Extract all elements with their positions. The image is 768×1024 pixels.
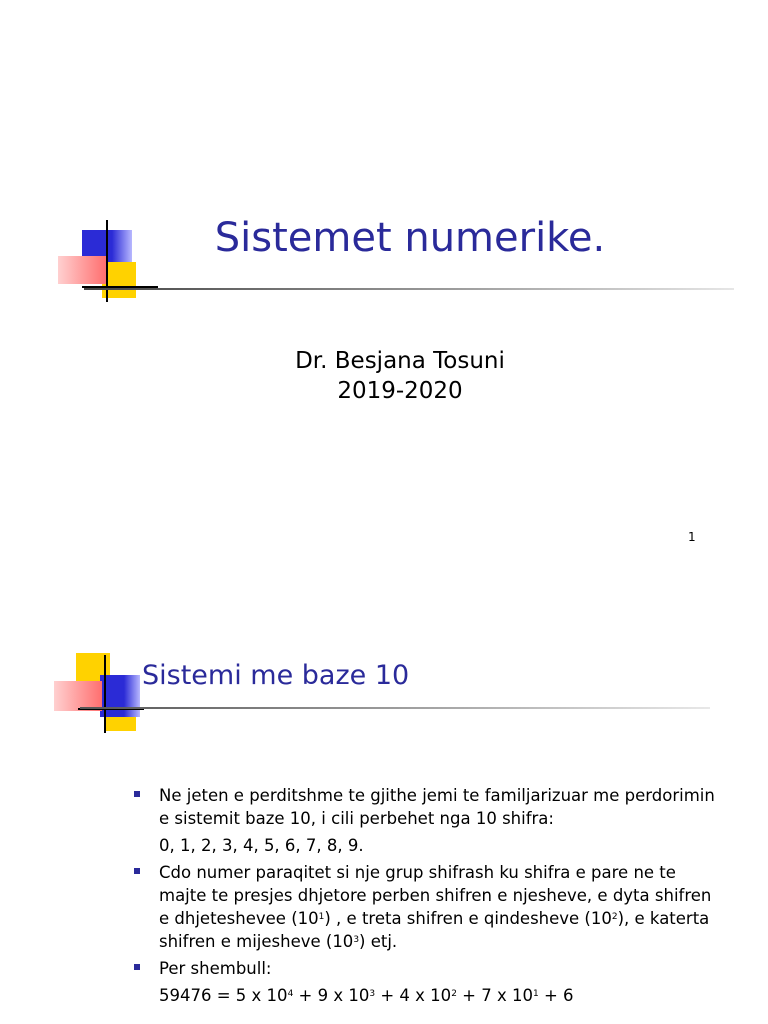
author-block	[150, 346, 650, 406]
page-number: 1	[688, 530, 696, 544]
author-name: Dr. Besjana Tosuni	[295, 348, 505, 374]
academic-year: 2019-2020	[337, 378, 463, 404]
slide-title: Sistemi me baze 10	[142, 660, 410, 691]
content-slide	[0, 600, 768, 1024]
corner-decoration	[58, 220, 158, 305]
slide-title: Sistemet numerike.	[214, 215, 606, 261]
bullet-list	[134, 784, 724, 1007]
bullet-square-icon	[134, 964, 140, 970]
list-item: Cdo numer paraqitet si nje grup shifrash ku shifra e pare ne te majte te presjes dhjetore perben shifren e njesheve, e dyta shifren e dhjeteshevee $(10^1)$ , e treta shifren e qindesheve $(10^2)$, e katerta shifren e mijesheve $(10^3)$ etj.	[134, 861, 724, 953]
title-divider	[80, 707, 710, 709]
bullet-square-icon	[134, 868, 140, 874]
corner-decoration	[54, 653, 144, 735]
list-item: Ne jeten e perditshme te gjithe jemi te familjarizuar me perdorimin e sistemit baze 10, i cili perbehet nga 10 shifra: 0, 1, 2, 3, 4, 5, 6, 7, 8, 9.	[134, 784, 724, 857]
bullet-square-icon	[134, 791, 140, 797]
title-divider	[84, 288, 734, 290]
list-item: Per shembull: 59476 = 5 x $10^4 + 9$ x $10^3 + 4$ x $10^2 + 7$ x $10^1 + 6$	[134, 957, 724, 1007]
digit-list: 0, 1, 2, 3, 4, 5, 6, 7, 8, 9.	[159, 836, 364, 855]
example-equation: 59476 = 5 x $10^4 + 9$ x $10^3 + 4$ x $10^2 + 7$ x $10^1 + 6$	[159, 986, 574, 1005]
